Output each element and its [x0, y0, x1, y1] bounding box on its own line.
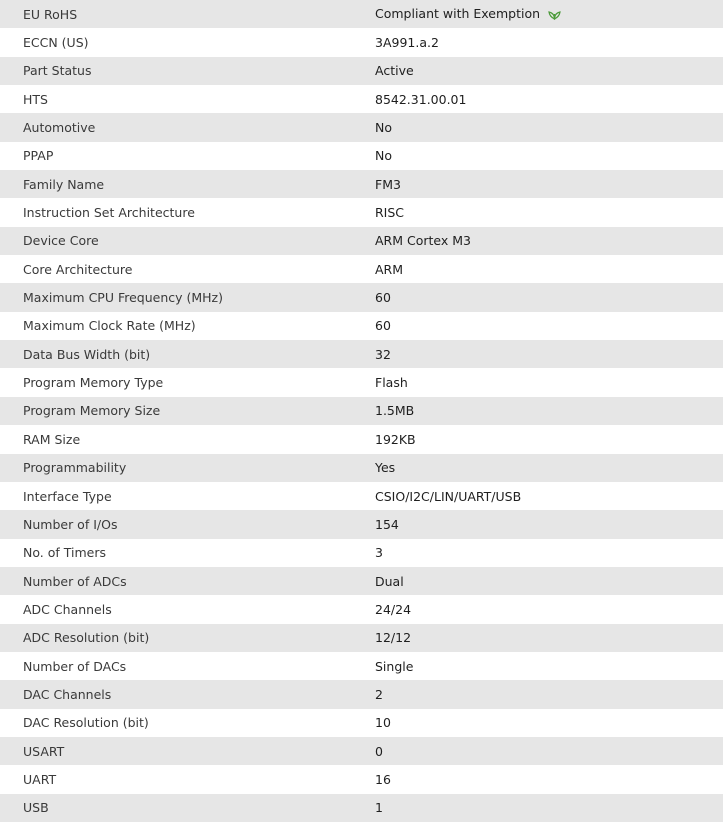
spec-value: 60 — [375, 283, 723, 311]
spec-row-timers — [0, 539, 723, 567]
spec-row-instruction-set — [0, 198, 723, 226]
spec-row-adc-channels — [0, 595, 723, 623]
spec-row-programmability — [0, 454, 723, 482]
spec-value: 8542.31.00.01 — [375, 85, 723, 113]
spec-label: DAC Resolution (bit) — [0, 709, 375, 737]
spec-row-core-architecture — [0, 255, 723, 283]
spec-value: 32 — [375, 340, 723, 368]
spec-row-family-name — [0, 170, 723, 198]
spec-value: 16 — [375, 765, 723, 793]
spec-label: Device Core — [0, 227, 375, 255]
spec-row-eu-rohs — [0, 0, 723, 28]
spec-value: Compliant with Exemption — [375, 5, 541, 21]
spec-label: USART — [0, 737, 375, 765]
spec-label: Program Memory Size — [0, 397, 375, 425]
spec-label: ECCN (US) — [0, 28, 375, 56]
spec-row-max-cpu-frequency — [0, 283, 723, 311]
spec-label: Part Status — [0, 57, 375, 85]
spec-value: RISC — [375, 198, 723, 226]
spec-row-dac-resolution — [0, 709, 723, 737]
spec-row-usart — [0, 737, 723, 765]
spec-label: Instruction Set Architecture — [0, 198, 375, 226]
spec-label: PPAP — [0, 142, 375, 170]
spec-label: Automotive — [0, 113, 375, 141]
spec-value: Single — [375, 652, 723, 680]
leaf-icon — [548, 8, 561, 23]
spec-label: Programmability — [0, 454, 375, 482]
spec-row-usb — [0, 794, 723, 822]
spec-row-interface-type — [0, 482, 723, 510]
spec-label: Number of ADCs — [0, 567, 375, 595]
spec-row-number-of-ios — [0, 510, 723, 538]
spec-label: ADC Channels — [0, 595, 375, 623]
spec-label: RAM Size — [0, 425, 375, 453]
spec-value: No — [375, 113, 723, 141]
spec-label: HTS — [0, 85, 375, 113]
spec-value: CSIO/I2C/LIN/UART/USB — [375, 482, 723, 510]
spec-value: 2 — [375, 680, 723, 708]
spec-row-eccn — [0, 28, 723, 56]
spec-label: Maximum CPU Frequency (MHz) — [0, 283, 375, 311]
spec-label: No. of Timers — [0, 539, 375, 567]
spec-row-part-status — [0, 57, 723, 85]
spec-value: 60 — [375, 312, 723, 340]
spec-value: Active — [375, 57, 723, 85]
spec-row-ppap — [0, 142, 723, 170]
spec-row-number-of-dacs — [0, 652, 723, 680]
spec-label: Program Memory Type — [0, 368, 375, 396]
spec-label: Core Architecture — [0, 255, 375, 283]
spec-label: Maximum Clock Rate (MHz) — [0, 312, 375, 340]
spec-row-number-of-adcs — [0, 567, 723, 595]
spec-row-program-memory-size — [0, 397, 723, 425]
spec-row-adc-resolution — [0, 624, 723, 652]
spec-row-ram-size — [0, 425, 723, 453]
spec-value: 3 — [375, 539, 723, 567]
spec-label: DAC Channels — [0, 680, 375, 708]
spec-value: 192KB — [375, 425, 723, 453]
spec-row-hts — [0, 85, 723, 113]
spec-label: Data Bus Width (bit) — [0, 340, 375, 368]
spec-row-program-memory-type — [0, 368, 723, 396]
spec-value: FM3 — [375, 170, 723, 198]
spec-row-max-clock-rate — [0, 312, 723, 340]
spec-value: ARM — [375, 255, 723, 283]
spec-value: ARM Cortex M3 — [375, 227, 723, 255]
spec-row-dac-channels — [0, 680, 723, 708]
spec-value: 3A991.a.2 — [375, 28, 723, 56]
spec-value: 10 — [375, 709, 723, 737]
spec-value: 1 — [375, 794, 723, 822]
spec-label: ADC Resolution (bit) — [0, 624, 375, 652]
spec-label: Number of I/Os — [0, 510, 375, 538]
spec-label: Interface Type — [0, 482, 375, 510]
spec-value: No — [375, 142, 723, 170]
spec-value: 1.5MB — [375, 397, 723, 425]
spec-value: Flash — [375, 368, 723, 396]
spec-row-uart — [0, 765, 723, 793]
spec-row-data-bus-width — [0, 340, 723, 368]
spec-value: 24/24 — [375, 595, 723, 623]
spec-label: Number of DACs — [0, 652, 375, 680]
spec-value: 154 — [375, 510, 723, 538]
spec-label: USB — [0, 794, 375, 822]
spec-value-cell — [375, 0, 723, 28]
spec-row-device-core — [0, 227, 723, 255]
spec-value: 0 — [375, 737, 723, 765]
spec-row-automotive — [0, 113, 723, 141]
spec-label: EU RoHS — [0, 0, 375, 28]
spec-label: UART — [0, 765, 375, 793]
spec-label: Family Name — [0, 170, 375, 198]
spec-value: Yes — [375, 454, 723, 482]
spec-value: 12/12 — [375, 624, 723, 652]
spec-value: Dual — [375, 567, 723, 595]
